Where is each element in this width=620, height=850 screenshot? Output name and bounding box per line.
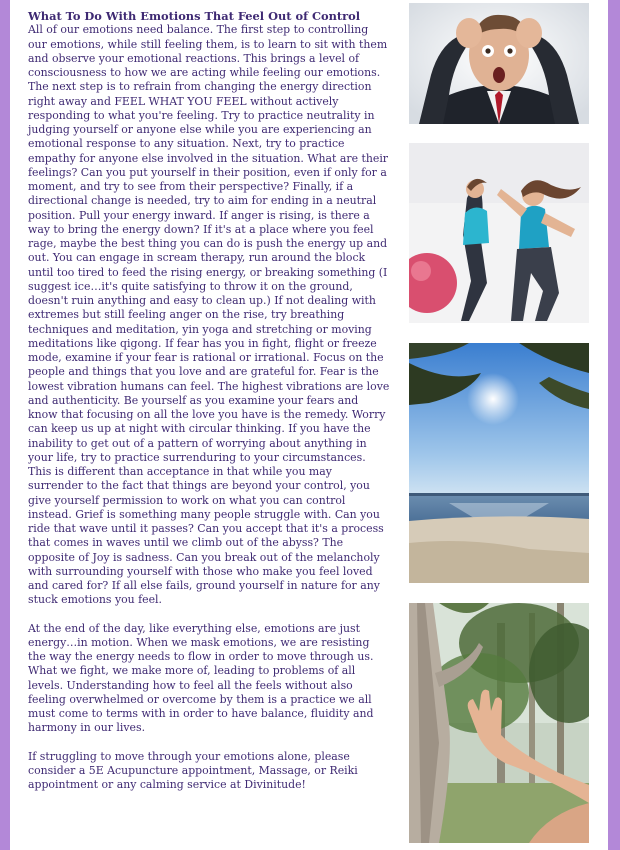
- article-paragraph-2: At the end of the day, like everything else, emotions are just energy…in motion. When we mask emotions, we are resisting the way the energy needs to flow in order to move through us. What we fight, we make more of, leading to problems of all levels. Understanding how to feel all the feels without also feeling overwhelmed or overcome by them is a practice we all must come to terms with in order to have balance, fluidity and harmony in our lives.: [28, 621, 374, 735]
- right-border: [608, 0, 620, 850]
- hand-on-tree-photo: [409, 603, 589, 843]
- article-paragraph-3: If struggling to move through your emotions alone, please consider a 5E Acupuncture appointment, Massage, or Reiki appointment or any calming service at Divinitude!: [28, 749, 358, 791]
- left-border: [0, 0, 10, 850]
- article-title: What To Do With Emotions That Feel Out of Control: [28, 9, 361, 23]
- article-body: [28, 9, 390, 806]
- stressed-man-photo: [409, 3, 589, 124]
- dancing-women-photo: [409, 143, 589, 323]
- article-paragraph-1: All of our emotions need balance. The first step to controlling our emotions, while still feeling them, is to learn to sit with them and observe your emotional reactions. This brings a level of consciousness to how we are acting while feeling our emotions. The next step is to refrain from changing the energy direction right away and FEEL WHAT YOU FEEL without actively responding to what you're feeling. Try to practice neutrality in judging yourself or anyone else while you are experiencing an emotional response to any situation. Next, try to practice empathy for anyone else involved in the situation. What are their feelings? Can you put yourself in their position, even if only for a moment, and try to see from their perspective? Finally, if a directional change is needed, try to aim for ending in a neutral position. Pull your energy inward. If anger is rising, is there a way to bring the energy down? If it's at a place where you feel rage, maybe the best thing you can do is push the energy up and out. You can engage in scream therapy, run around the block until too tired to feed the rising energy, or breaking something (I suggest ice…it's quite satisfying to throw it on the ground, doesn't ruin anything and easy to clean up.) If not dealing with extremes but still feeling anger on the rise, try breathing techniques and meditation, yin yoga and stretching or moving meditations like qigong. If fear has you in fight, flight or freeze mode, examine if your fear is rational or irrational. Focus on the people and things that you love and are grateful for. Fear is the lowest vibration humans can feel. The highest vibrations are love and authenticity. Be yourself as you examine your fears and know that focusing on all the love you have is the remedy. Worry can keep us up at night with circular thinking. If you have the inability to get out of a pattern of worrying about anything in your life, try to practice surrenduring to your circumstances. This is different than acceptance in that while you may surrender to the fact that things are beyond your control, you give yourself permission to work on what you can control instead. Grief is something many people struggle with. Can you ride that wave until it passes? Can you accept that it's a process that comes in waves until we climb out of the abyss? The opposite of Joy is sadness. Can you break out of the melancholy with surrounding yourself with those who make you feel loved and cared for? If all else fails, ground yourself in nature for any stuck emotions you feel.: [28, 23, 390, 607]
- beach-photo: [409, 343, 589, 583]
